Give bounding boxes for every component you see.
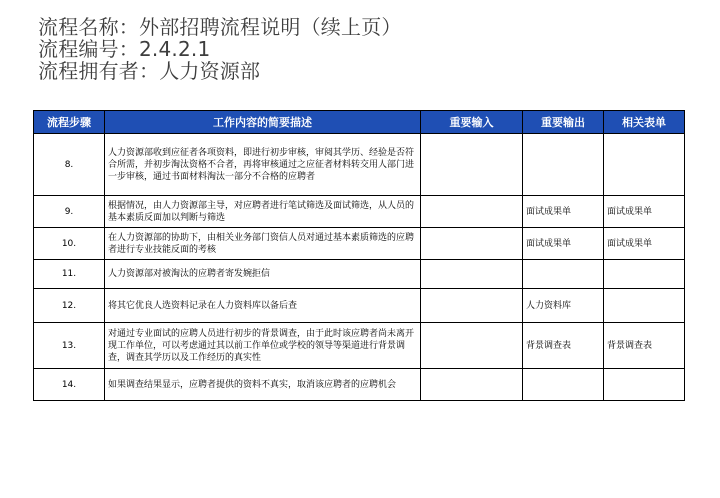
column-header-step: 流程步骤 — [34, 111, 105, 134]
output-cell: 人力资料库 — [523, 289, 604, 323]
input-cell — [421, 260, 523, 289]
form-cell: 背景调查表 — [604, 323, 685, 369]
description-cell: 根据情况，由人力资源部主导，对应聘者进行笔试筛选及面试筛选，从人员的基本素质反面加以判断与筛选 — [105, 196, 421, 228]
step-cell: 14. — [34, 369, 105, 401]
input-cell — [421, 289, 523, 323]
step-cell: 12. — [34, 289, 105, 323]
step-cell: 10. — [34, 228, 105, 260]
step-cell: 13. — [34, 323, 105, 369]
input-cell — [421, 196, 523, 228]
form-cell — [604, 289, 685, 323]
description-cell: 将其它优良人选资料记录在人力资料库以备后查 — [105, 289, 421, 323]
table-header-row — [34, 111, 685, 134]
table-row — [34, 228, 685, 260]
output-cell — [523, 134, 604, 196]
process-name: 流程名称：外部招聘流程说明（续上页） — [38, 15, 402, 39]
description-cell: 对通过专业面试的应聘人员进行初步的背景调查，由于此时该应聘者尚未离开现工作单位，可以考虑通过其以前工作单位或学校的领导等渠道进行背景调查，调查其学历以及工作经历的真实性 — [105, 323, 421, 369]
output-cell — [523, 369, 604, 401]
input-cell — [421, 228, 523, 260]
description-cell: 在人力资源部的协助下，由相关业务部门资信人员对通过基本素质筛选的应聘者进行专业技能反面的考核 — [105, 228, 421, 260]
output-cell — [523, 260, 604, 289]
form-cell — [604, 369, 685, 401]
column-header-output: 重要输出 — [523, 111, 604, 134]
form-cell: 面试成果单 — [604, 228, 685, 260]
process-owner: 流程拥有者：人力资源部 — [38, 59, 261, 83]
input-cell — [421, 369, 523, 401]
form-cell — [604, 134, 685, 196]
table-row — [34, 369, 685, 401]
description-cell: 如果调查结果显示，应聘者提供的资料不真实，取消该应聘者的应聘机会 — [105, 369, 421, 401]
description-cell: 人力资源部对被淘汰的应聘者寄发婉拒信 — [105, 260, 421, 289]
output-cell: 面试成果单 — [523, 228, 604, 260]
process-table — [33, 110, 685, 401]
step-cell: 11. — [34, 260, 105, 289]
input-cell — [421, 323, 523, 369]
document-header — [38, 16, 402, 82]
table-row — [34, 134, 685, 196]
description-cell: 人力资源部收到应征者各项资料，即进行初步审核，审阅其学历、经验是否符合所需，并初步淘汰资格不合者，再将审核通过之应征者材料转交用人部门进一步审核，通过书面材料淘汰一部分不合格的应聘者 — [105, 134, 421, 196]
step-cell: 8. — [34, 134, 105, 196]
table-row — [34, 323, 685, 369]
table-row — [34, 260, 685, 289]
input-cell — [421, 134, 523, 196]
step-cell: 9. — [34, 196, 105, 228]
form-cell: 面试成果单 — [604, 196, 685, 228]
column-header-description: 工作内容的简要描述 — [105, 111, 421, 134]
output-cell: 面试成果单 — [523, 196, 604, 228]
table-row — [34, 196, 685, 228]
column-header-form: 相关表单 — [604, 111, 685, 134]
table-row — [34, 289, 685, 323]
column-header-input: 重要输入 — [421, 111, 523, 134]
process-number: 流程编号：2.4.2.1 — [38, 37, 211, 61]
output-cell: 背景调查表 — [523, 323, 604, 369]
form-cell — [604, 260, 685, 289]
